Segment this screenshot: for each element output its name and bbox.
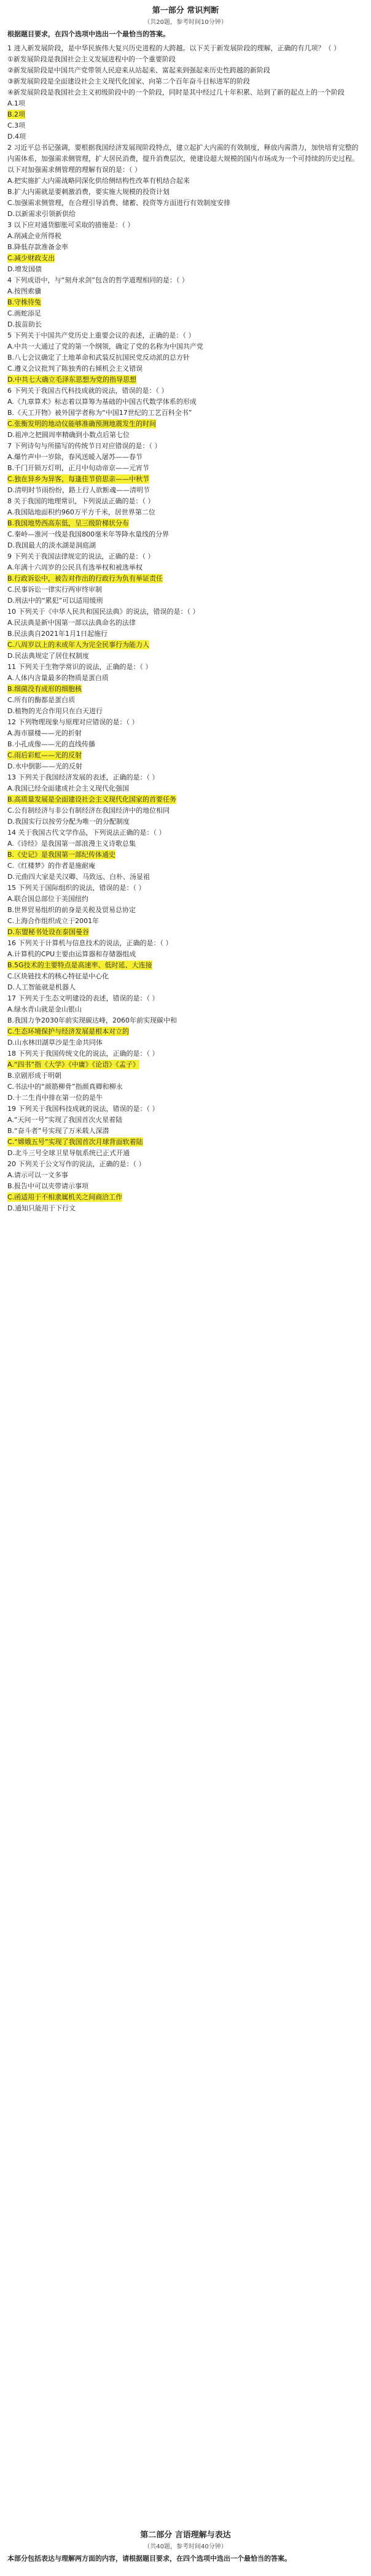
line-text: A.我国已经全面建成社会主义现代化强国 — [7, 784, 129, 792]
question-line — [7, 76, 364, 87]
line-text: 19 下列关于我国科技成就的说法，错误的是：（ ） — [7, 1105, 159, 1113]
question-line — [7, 98, 364, 109]
question-line — [7, 507, 364, 518]
question-line — [7, 662, 364, 673]
question-line — [7, 385, 364, 396]
highlighted-answer: C.独在异乡为异客，每逢佳节倍思亲——中秋节 — [7, 475, 150, 483]
question-line — [7, 1126, 364, 1137]
line-text: D.拔苗助长 — [7, 320, 42, 328]
question-line — [7, 606, 364, 617]
line-text: D.十二生肖中排在第一位的是牛 — [7, 1094, 103, 1102]
question-line — [7, 286, 364, 297]
question-line — [7, 352, 364, 363]
question-line — [7, 551, 364, 562]
highlighted-answer: B.行政诉讼中，被告对作出的行政行为负有举证责任 — [7, 574, 163, 582]
line-text: 2 习近平总书记强调，要根据我国经济发展现阶段特点，建立起扩大内需的有效制度，释放内需潜力，加快培育完整的内需体系，加强需求侧管理，扩大居民消费，提升消费层次，使建设超大规模的国内市场成为一个可持续的历史过程。以下对加强需求侧管理的理解有误的是：（ ） — [7, 144, 359, 174]
line-text: B.千门开锁万灯明，正月中旬动帝京——元宵节 — [7, 464, 150, 472]
line-text: 3 以下应对通货膨胀可采取的措施是：（ ） — [7, 221, 135, 229]
highlighted-answer: D.中共七大确立毛泽东思想为党的指导思想 — [7, 376, 136, 384]
line-text: D.元曲四大家是关汉卿、马致远、白朴、汤显祖 — [7, 873, 150, 881]
question-line — [7, 1070, 364, 1081]
question-line — [7, 673, 364, 684]
question-line — [7, 916, 364, 927]
line-text: A.1项 — [7, 99, 25, 107]
highlighted-answer: C.“嫦娥五号”实现了我国首次月球背面软着陆 — [7, 1138, 143, 1146]
question-line — [7, 695, 364, 706]
question-line — [7, 1137, 364, 1148]
question-line — [7, 872, 364, 883]
question-line — [7, 861, 364, 872]
question-line — [7, 1081, 364, 1093]
line-text: 12 下列物理现象与原理对应错误的是：（ ） — [7, 718, 139, 726]
question-list — [7, 43, 364, 1214]
question-line — [7, 783, 364, 794]
highlighted-answer: C.八周岁以上的未成年人为完全民事行为能力人 — [7, 641, 150, 649]
line-text: 4 下列成语中，与“刻舟求剑”包含的哲学道理相同的是：（ ） — [7, 276, 189, 284]
question-line — [7, 220, 364, 231]
highlighted-answer: B.细菌没有成形的细胞核 — [7, 685, 82, 693]
question-line — [7, 1170, 364, 1181]
line-text: 9 下列关于我国法律规定的说法，正确的是：（ ） — [7, 552, 155, 560]
question-line — [7, 573, 364, 584]
question-line — [7, 474, 364, 485]
highlighted-answer: B.5G技术的主要特点是高速率、低时延、大连接 — [7, 961, 152, 969]
question-line — [7, 761, 364, 772]
question-line — [7, 452, 364, 463]
line-text: D.祖冲之把圆周率精确到小数点后第七位 — [7, 431, 130, 439]
line-text: D.我国最大的淡水湖是洞庭湖 — [7, 541, 96, 549]
question-line — [7, 187, 364, 198]
question-line — [7, 1181, 364, 1192]
question-line — [7, 1104, 364, 1115]
question-line — [7, 816, 364, 827]
question-line — [7, 109, 364, 120]
question-line — [7, 629, 364, 640]
question-line — [7, 518, 364, 529]
question-line — [7, 562, 364, 573]
line-text: D.北斗三号全球卫星导航系统已正式开通 — [7, 1149, 130, 1157]
line-text: C.民事诉讼一律实行两审终审制 — [7, 586, 103, 594]
line-text: C.公有制经济与非公有制经济在我国经济中的地位相同 — [7, 806, 170, 814]
line-text: C.加强需求侧管理，在合理引导消费、储蓄、投资等方面进行有效制度安排 — [7, 199, 231, 207]
part1-instruction: 根据题目要求，在四个选项中选出一个最恰当的答案。 — [7, 30, 170, 38]
question-line — [7, 1159, 364, 1170]
highlighted-answer: B.2项 — [7, 110, 26, 118]
line-text: D.4项 — [7, 133, 26, 141]
question-line — [7, 805, 364, 816]
line-text: ④新发展阶段是我国社会主义初级阶段中的一个阶段，同时是其中经过几十年积累、站到了新的起点上的一个阶段 — [7, 88, 345, 96]
line-text: B.扩大内需就是要刺激消费，要实施大规模的投资计划 — [7, 188, 170, 196]
question-line — [7, 176, 364, 187]
line-text: A.《九章算术》标志着以算筹为基础的中国古代数学体系的形成 — [7, 398, 197, 406]
line-text: D.增发国债 — [7, 265, 42, 273]
highlighted-answer: B.《史记》是我国第一部纪传体通史 — [7, 851, 116, 859]
question-line — [7, 441, 364, 452]
question-line — [7, 1004, 364, 1015]
line-text: A.按图索骥 — [7, 287, 41, 295]
question-line — [7, 949, 364, 960]
line-text: 10 下列关于《中华人民共和国民法典》的说法，错误的是：（ ） — [7, 608, 200, 616]
question-line — [7, 408, 364, 419]
line-text: B.八七会议确定了土地革命和武装反抗国民党反动派的总方针 — [7, 354, 190, 362]
question-line — [7, 1192, 364, 1203]
question-line — [7, 584, 364, 595]
question-line — [7, 1037, 364, 1048]
question-line — [7, 485, 364, 496]
question-line — [7, 540, 364, 551]
question-line — [7, 396, 364, 408]
question-line — [7, 883, 364, 894]
question-line — [7, 65, 364, 76]
question-line — [7, 905, 364, 916]
question-line — [7, 827, 364, 838]
line-text: B.民法典自2021年1月1日起施行 — [7, 630, 108, 638]
question-line — [7, 430, 364, 441]
question-line — [7, 640, 364, 651]
question-line — [7, 54, 364, 65]
highlighted-answer: B.守株待兔 — [7, 298, 42, 306]
line-text: D.通知只能用于下行文 — [7, 1204, 76, 1212]
line-text: 5 下列关于中国共产党历史上重要会议的表述，正确的是：（ ） — [7, 331, 195, 339]
question-line — [7, 927, 364, 938]
line-text: A.请示可以一文多事 — [7, 1171, 68, 1179]
question-line — [7, 993, 364, 1004]
line-text: C.画蛇添足 — [7, 309, 42, 317]
question-line — [7, 750, 364, 761]
line-text: A.削减企业所得税 — [7, 232, 61, 240]
question-line — [7, 297, 364, 308]
question-line — [7, 131, 364, 142]
line-text: D.植物的光合作用只在白天进行 — [7, 707, 103, 715]
question-line — [7, 794, 364, 805]
question-line — [7, 960, 364, 971]
question-line — [7, 142, 364, 176]
line-text: A.联合国总部位于美国纽约 — [7, 895, 88, 903]
highlighted-answer: B.我国地势西高东低，呈三级阶梯状分布 — [7, 519, 130, 527]
question-line — [7, 1203, 364, 1214]
line-text: C.《红楼梦》的作者是施耐庵 — [7, 862, 96, 870]
line-text: ②新发展阶段是中国共产党带领人民迎来从站起来、富起来到强起来历史性跨越的新阶段 — [7, 66, 270, 74]
line-text: B.报告中可以夹带请示事项 — [7, 1182, 89, 1190]
line-text: C.秦岭—淮河一线是我国800毫米年等降水量线的分界 — [7, 530, 170, 538]
line-text: C.区块链技术的核心特征是中心化 — [7, 972, 109, 980]
part2-title: 第二部分 言语理解与表达 — [140, 2531, 231, 2540]
question-line — [7, 198, 364, 209]
line-text: B.我国力争2030年前实现碳达峰，2060年前实现碳中和 — [7, 1016, 178, 1024]
highlighted-answer: B.高质量发展是全面建设社会主义现代化国家的首要任务 — [7, 795, 177, 803]
question-line — [7, 894, 364, 905]
line-text: 1 进入新发展阶段，是中华民族伟大复兴历史进程的大跨越。以下关于新发展阶段的理解，正确的有几项？（ ） — [7, 44, 340, 52]
question-line — [7, 341, 364, 352]
highlighted-answer: D.东盟秘书处设在泰国曼谷 — [7, 928, 89, 936]
line-text: 7 下列诗句与所描写的传统节日对应错误的是：（ ） — [7, 442, 162, 450]
part1-title: 第一部分 常识判断 — [152, 6, 219, 15]
line-text: D.刑法中的“累犯”可以适用缓刑 — [7, 597, 103, 605]
question-line — [7, 496, 364, 507]
line-text: 6 下列关于我国古代科技成就的说法，错误的是：（ ） — [7, 387, 168, 395]
question-line — [7, 1148, 364, 1159]
question-line — [7, 617, 364, 629]
question-line — [7, 684, 364, 695]
question-line — [7, 739, 364, 750]
line-text: A.我国陆地面积约960万平方千米，居世界第二位 — [7, 508, 155, 516]
line-text: 17 下列关于生态文明建设的表述，错误的是：（ ） — [7, 994, 159, 1002]
line-text: 13 下列关于我国经济发展的表述，正确的是：（ ） — [7, 773, 159, 781]
line-text: D.清明时节雨纷纷，路上行人欲断魂——清明节 — [7, 486, 150, 494]
question-line — [7, 1059, 364, 1070]
line-text: ①新发展阶段是我国社会主义发展进程中的一个重要阶段 — [7, 55, 176, 63]
part2-section — [7, 2524, 364, 2567]
question-line — [7, 717, 364, 728]
question-line — [7, 209, 364, 220]
question-line — [7, 651, 364, 662]
line-text: D.人工智能就是机器人 — [7, 983, 76, 991]
line-text: D.我国实行以按劳分配为唯一的分配制度 — [7, 818, 130, 826]
highlighted-answer: C.张衡发明的地动仪能够准确预测地震发生的时间 — [7, 420, 157, 428]
highlighted-answer: C.生态环境保护与经济发展是根本对立的 — [7, 1027, 130, 1035]
highlighted-answer: C.减少财政支出 — [7, 254, 55, 262]
question-line — [7, 374, 364, 385]
question-line — [7, 87, 364, 98]
line-text: 11 下列关于生物学常识的说法，正确的是：（ ） — [7, 663, 152, 671]
question-line — [7, 971, 364, 982]
line-text: 20 下列关于公文写作的说法，正确的是：（ ） — [7, 1160, 146, 1168]
part2-subtitle: （共40题，参考时间40分钟） — [144, 2543, 227, 2550]
part1-subtitle: （共20题，参考时间10分钟） — [144, 19, 227, 26]
line-text: C.遵义会议批判了陈独秀的右倾机会主义错误 — [7, 365, 143, 373]
line-text: D.民法典规定了居住权制度 — [7, 652, 89, 660]
question-line — [7, 849, 364, 861]
line-text: A.把实施扩大内需战略同深化供给侧结构性改革有机结合起来 — [7, 177, 190, 185]
question-line — [7, 938, 364, 949]
line-text: B.降低存款准备金率 — [7, 243, 69, 251]
question-line — [7, 275, 364, 286]
question-line — [7, 982, 364, 993]
line-text: A.人体内含量最多的物质是蛋白质 — [7, 674, 109, 682]
question-line — [7, 242, 364, 253]
line-text: A.计算机的CPU主要由运算器和存储器组成 — [7, 950, 136, 958]
line-text: 14 关于我国古代文学作品，下列说法正确的是：（ ） — [7, 829, 166, 837]
line-text: B.小孔成像——光的直线传播 — [7, 740, 96, 748]
question-line — [7, 595, 364, 606]
highlighted-answer: C.函适用于不相隶属机关之间商洽工作 — [7, 1193, 123, 1201]
question-line — [7, 463, 364, 474]
highlighted-answer: A.“四书”指《大学》《中庸》《论语》《孟子》 — [7, 1061, 139, 1069]
question-line — [7, 419, 364, 430]
question-line — [7, 319, 364, 330]
question-line — [7, 1093, 364, 1104]
line-text: 18 下列关于我国传统文化的说法，正确的是：（ ） — [7, 1050, 159, 1058]
line-text: 8 关于我国的地理常识，下列说法正确的是：（ ） — [7, 497, 155, 505]
line-text: B.京剧形成于明朝 — [7, 1072, 62, 1080]
line-text: D.山水林田湖草沙是生命共同体 — [7, 1039, 103, 1046]
question-line — [7, 529, 364, 540]
line-text: A.爆竹声中一岁除，春风送暖入屠苏——春节 — [7, 453, 143, 461]
line-text: C.上海合作组织成立于2001年 — [7, 917, 100, 925]
question-line — [7, 363, 364, 374]
line-text: A.中共一大通过了党的第一个纲领，确定了党的名称为中国共产党 — [7, 342, 203, 350]
line-text: B.《天工开物》被外国学者称为“中国17世纪的工艺百科全书” — [7, 409, 192, 417]
line-text: A.海市蜃楼——光的折射 — [7, 729, 82, 737]
line-text: A.民法典是新中国第一部以法典命名的法律 — [7, 619, 136, 627]
line-text: ③新发展阶段是全面建设社会主义现代化国家、向第二个百年奋斗目标进军的阶段 — [7, 77, 250, 85]
line-text: C.3项 — [7, 122, 26, 130]
line-text: A.“天问一号”实现了我国首次火星着陆 — [7, 1116, 123, 1124]
question-line — [7, 772, 364, 783]
line-text: A.绿水青山就是金山银山 — [7, 1005, 82, 1013]
line-text: 16 下列关于计算机与信息技术的说法，正确的是：（ ） — [7, 939, 173, 947]
question-line — [7, 1048, 364, 1059]
highlighted-answer: C.雨后彩虹——光的反射 — [7, 751, 82, 759]
part2-instruction: 本部分包括表达与理解两方面的内容，请根据题目要求，在四个选项中选出一个最恰当的答案。 — [7, 2555, 291, 2562]
question-line — [7, 1115, 364, 1126]
question-line — [7, 706, 364, 717]
question-line — [7, 264, 364, 275]
question-line — [7, 1026, 364, 1037]
line-text: B.世界贸易组织的前身是关税及贸易总协定 — [7, 906, 136, 914]
question-line — [7, 330, 364, 341]
line-text: 15 下列关于国际组织的说法，错误的是：（ ） — [7, 884, 146, 892]
line-text: C.所有的酶都是蛋白质 — [7, 696, 76, 704]
line-text: D.以新需求引领新供给 — [7, 210, 76, 218]
question-line — [7, 728, 364, 739]
line-text: A.年满十六周岁的公民具有选举权和被选举权 — [7, 563, 143, 571]
line-text: A.《诗经》是我国第一部浪漫主义诗歌总集 — [7, 840, 136, 848]
question-line — [7, 120, 364, 131]
line-text: D.水中倒影——光的反射 — [7, 762, 82, 770]
question-line — [7, 253, 364, 264]
question-line — [7, 308, 364, 319]
question-line — [7, 1015, 364, 1026]
line-text: C.书法中的“颜筋柳骨”指颜真卿和柳永 — [7, 1083, 123, 1091]
question-line — [7, 43, 364, 54]
question-line — [7, 838, 364, 849]
line-text: B.“奋斗者”号实现了万米载人深潜 — [7, 1127, 109, 1135]
question-line — [7, 231, 364, 242]
